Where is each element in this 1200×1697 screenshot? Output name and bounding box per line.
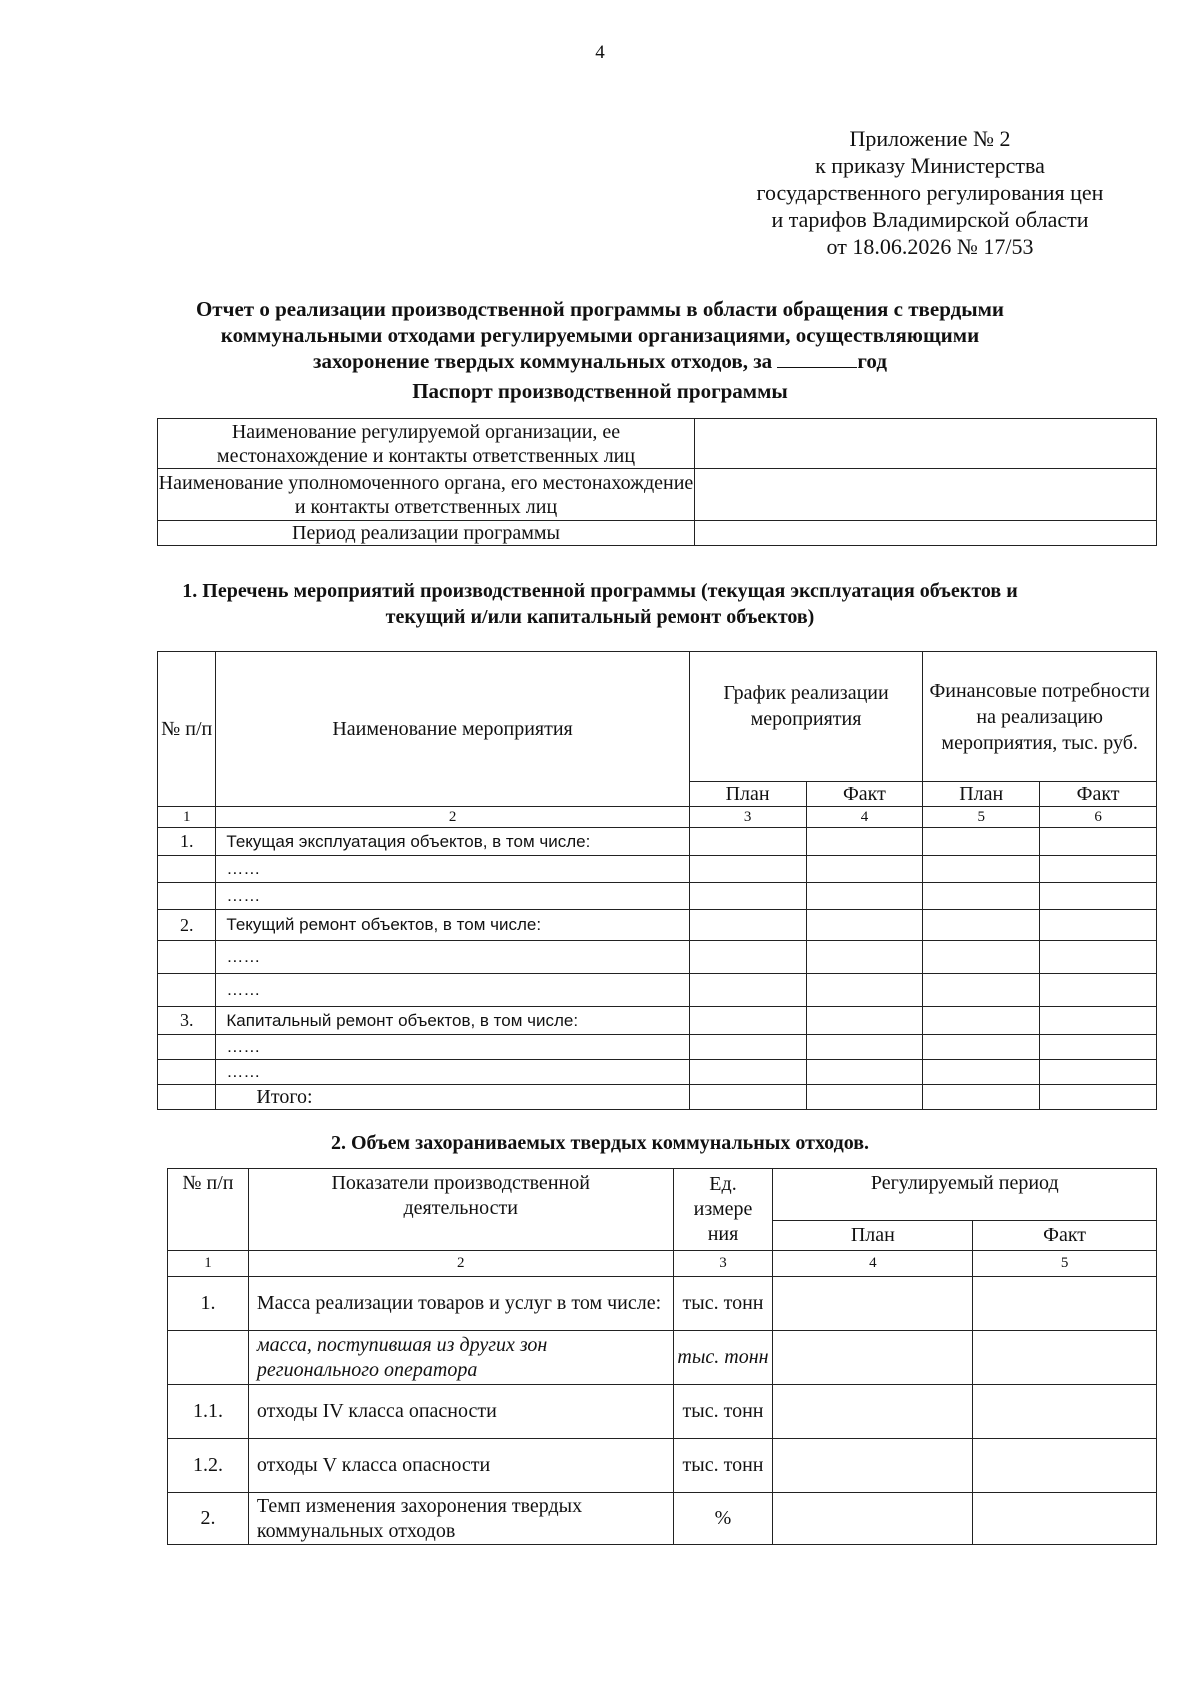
passport-value — [695, 469, 1157, 521]
table-row — [158, 1035, 1157, 1060]
activity-name: …… — [216, 883, 689, 910]
indicator-name: отходы IV класса опасности — [248, 1385, 673, 1439]
indicator-name: Масса реализации товаров и услуг в том числе: — [248, 1277, 673, 1331]
report-title — [0, 296, 1200, 374]
activity-name: …… — [216, 1060, 689, 1085]
title-line: Отчет о реализации производственной программы в области обращения с твердыми — [195, 297, 1005, 321]
column-number: 1 — [158, 807, 216, 828]
table-row — [168, 1493, 1157, 1545]
appendix-line: от 18.06.2026 № 17/53 — [826, 234, 1034, 259]
appendix-line: Приложение № 2 — [849, 126, 1011, 151]
appendix-line: к приказу Министерства — [815, 153, 1045, 178]
row-number — [158, 856, 216, 883]
table-row — [158, 469, 1157, 521]
table-row — [158, 1007, 1157, 1035]
row-number — [158, 941, 216, 974]
header-period: Регулируемый период — [773, 1169, 1157, 1221]
indicator-name: масса, поступившая из других зон регионального оператора — [248, 1331, 673, 1385]
appendix-line: и тарифов Владимирской области — [771, 207, 1089, 232]
table-header-row — [158, 652, 1157, 782]
row-number: 1.2. — [168, 1439, 249, 1493]
header-unit: Ед. измере ния — [673, 1169, 773, 1251]
activity-name: Текущий ремонт объектов, в том числе: — [216, 910, 689, 941]
title-line: коммунальными отходами регулируемыми организациями, осуществляющими — [220, 323, 980, 347]
column-number: 5 — [923, 807, 1040, 828]
waste-volume-table — [167, 1168, 1157, 1545]
row-number — [158, 883, 216, 910]
row-number: 2. — [168, 1493, 249, 1545]
section1-title-line: текущий и/или капитальный ремонт объектов) — [385, 606, 815, 628]
column-number: 3 — [673, 1251, 773, 1277]
table-row — [168, 1385, 1157, 1439]
activity-name: …… — [216, 974, 689, 1007]
row-number: 3. — [158, 1007, 216, 1035]
header-plan: План — [923, 782, 1040, 807]
row-number: 1.1. — [168, 1385, 249, 1439]
table-row — [158, 856, 1157, 883]
table-row — [158, 419, 1157, 469]
section2-title: 2. Объем захораниваемых твердых коммунальных отходов. — [330, 1132, 870, 1154]
table-row — [158, 974, 1157, 1007]
indicator-name: Темп изменения захоронения твердых коммунальных отходов — [248, 1493, 673, 1545]
title-line — [0, 348, 1200, 374]
unit: % — [673, 1493, 773, 1545]
table-row — [168, 1277, 1157, 1331]
passport-label: Наименование регулируемой организации, ее местонахождение и контакты ответственных лиц — [158, 419, 695, 469]
header-indicator: Показатели производственной деятельности — [248, 1169, 673, 1251]
header-finance: Финансовые потребности на реализацию мероприятия, тыс. руб. — [923, 652, 1157, 782]
appendix-line: государственного регулирования цен — [756, 180, 1104, 205]
table-row — [168, 1331, 1157, 1385]
total-row — [158, 1085, 1157, 1110]
column-number: 4 — [773, 1251, 973, 1277]
column-number: 1 — [168, 1251, 249, 1277]
activity-name: …… — [216, 856, 689, 883]
section1-title-line: 1. Перечень мероприятий производственной программы (текущая эксплуатация объектов и — [182, 580, 1018, 602]
header-fact: Факт — [1040, 782, 1157, 807]
appendix-header — [700, 125, 1160, 260]
header-plan: План — [689, 782, 806, 807]
title-line-text: год — [857, 349, 887, 373]
column-number: 2 — [216, 807, 689, 828]
row-number: 1. — [158, 828, 216, 856]
header-plan: План — [773, 1221, 973, 1251]
header-name: Наименование мероприятия — [216, 652, 689, 807]
column-number: 5 — [973, 1251, 1157, 1277]
passport-title: Паспорт производственной программы — [412, 379, 788, 403]
header-num: № п/п — [158, 652, 216, 807]
passport-label: Наименование уполномоченного органа, его местонахождение и контакты ответственных лиц — [158, 469, 695, 521]
row-number — [158, 1060, 216, 1085]
column-number: 2 — [248, 1251, 673, 1277]
unit: тыс. тонн — [673, 1277, 773, 1331]
row-number — [158, 1035, 216, 1060]
activities-table — [157, 651, 1157, 1110]
passport-value — [695, 419, 1157, 469]
table-row — [158, 828, 1157, 856]
header-schedule: График реализации мероприятия — [689, 652, 923, 782]
table-header-row — [168, 1169, 1157, 1221]
table-row — [168, 1439, 1157, 1493]
row-number — [168, 1331, 249, 1385]
total-label: Итого: — [216, 1085, 689, 1110]
table-row — [158, 1060, 1157, 1085]
passport-table — [157, 418, 1157, 546]
column-number-row — [158, 807, 1157, 828]
activity-name: Текущая эксплуатация объектов, в том числе: — [216, 828, 689, 856]
table-row — [158, 883, 1157, 910]
column-number: 4 — [806, 807, 923, 828]
activity-name: Капитальный ремонт объектов, в том числе: — [216, 1007, 689, 1035]
header-fact: Факт — [973, 1221, 1157, 1251]
table-row — [158, 521, 1157, 546]
page-number: 4 — [595, 42, 605, 63]
unit: тыс. тонн — [673, 1385, 773, 1439]
column-number: 6 — [1040, 807, 1157, 828]
header-fact: Факт — [806, 782, 923, 807]
row-number: 2. — [158, 910, 216, 941]
title-line-text: захоронение твердых коммунальных отходов, за — [313, 349, 773, 373]
passport-label: Период реализации программы — [158, 521, 695, 546]
activity-name: …… — [216, 1035, 689, 1060]
column-number-row — [168, 1251, 1157, 1277]
table-row — [158, 910, 1157, 941]
row-number: 1. — [168, 1277, 249, 1331]
header-num: № п/п — [168, 1169, 249, 1251]
unit: тыс. тонн — [673, 1331, 773, 1385]
indicator-name: отходы V класса опасности — [248, 1439, 673, 1493]
section1-title — [0, 578, 1200, 630]
activity-name: …… — [216, 941, 689, 974]
table-row — [158, 941, 1157, 974]
row-number — [158, 974, 216, 1007]
unit: тыс. тонн — [673, 1439, 773, 1493]
passport-value — [695, 521, 1157, 546]
year-blank — [777, 349, 857, 368]
column-number: 3 — [689, 807, 806, 828]
